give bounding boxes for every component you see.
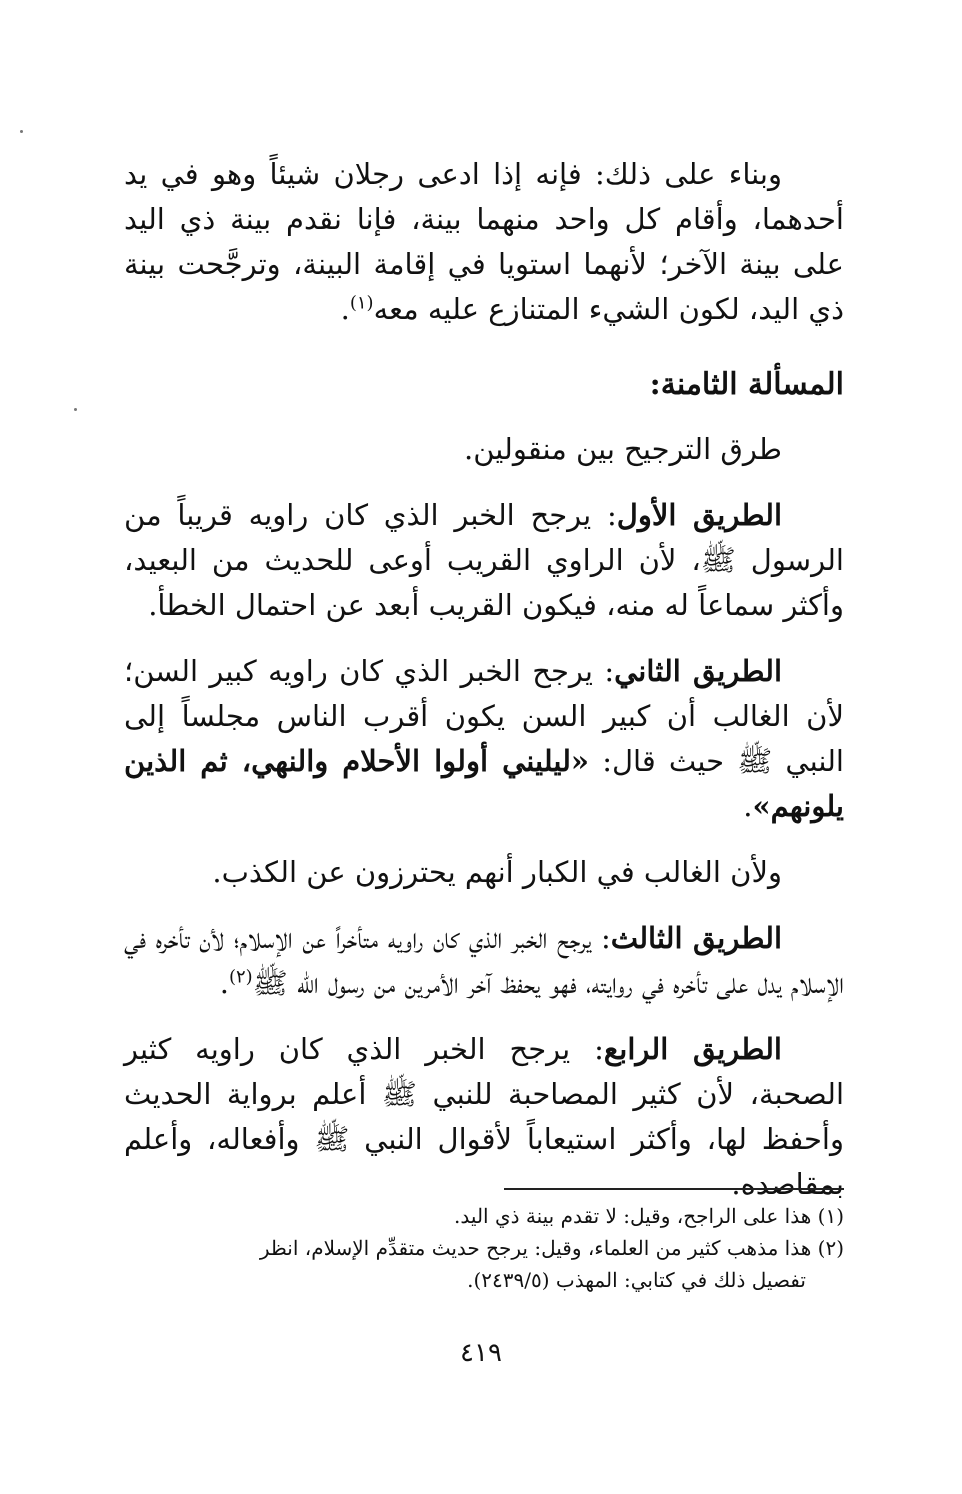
page-number: ٤١٩ (460, 1338, 502, 1368)
method-3-label: الطريق الثالث (610, 921, 783, 955)
method-1-text: : يرجح الخبر الذي كان راويه قريباً من الرسول ﷺ، لأن الراوي القريب أوعى للحديث من البعيد، وأكثر سماعاً له منه، فيكون القريب أبعد عن احتمال الخطأ. (124, 498, 844, 622)
section-heading: المسألة الثامنة: (649, 367, 844, 402)
method-2-paragraph (124, 649, 844, 829)
page-body (124, 152, 844, 1228)
method-2-label: الطريق الثاني (614, 654, 782, 688)
paragraph-intro-end: . (340, 292, 350, 326)
footnote-ref-1: (١) (349, 292, 374, 314)
footnote-ref-2: (٢) (228, 966, 253, 988)
paragraph-intro-text: وبناء على ذلك: فإنه إذا ادعى رجلان شيئاً وهو في يد أحدهما، وأقام كل واحد منهما بينة، فإنا نقدم بينة ذي اليد على بينة الآخر؛ لأنهما استويا في إقامة البينة، وترجَّحت بينة ذي اليد، لكون الشيء المتنازع عليه معه (124, 157, 844, 326)
footnote-2: (٢) هذا مذهب كثير من العلماء، وقيل: يرجح حديث متقدِّم الإسلام، انظر (259, 1236, 844, 1260)
scan-speck (20, 130, 23, 133)
method-4-label: الطريق الرابع (603, 1032, 782, 1066)
method-2-extra: ولأن الغالب في الكبار أنهم يحترزون عن الكذب. (212, 855, 782, 889)
method-4-paragraph (124, 1027, 844, 1207)
method-3-end: . (219, 966, 229, 1000)
method-1-label: الطريق الأول (616, 498, 782, 532)
method-4-text: : يرجح الخبر الذي كان راويه كثير الصحبة، لأن كثير المصاحبة للنبي ﷺ أعلم برواية الحديث وأحفظ لها، وأكثر استيعاباً لأقوال النبي ﷺ وأفعاله، وأعلم بمقاصده. (124, 1032, 844, 1201)
paragraph-intro (124, 152, 844, 332)
method-2-end: . (743, 789, 753, 823)
section-intro: طرق الترجيح بين منقولين. (464, 432, 782, 466)
footnote-divider (504, 1188, 844, 1190)
method-2-text: : يرجح الخبر الذي كان راويه كبير السن؛ لأن الغالب أن كبير السن يكون أقرب الناس مجلساً إلى النبي ﷺ حيث قال: (124, 654, 844, 778)
footnotes (124, 1200, 844, 1296)
hadith-quote: «ليليني أولوا الأحلام والنهي، ثم الذين يلونهم» (124, 744, 844, 823)
scan-speck (74, 408, 77, 411)
footnote-1: (١) هذا على الراجح، وقيل: لا تقدم بينة ذي اليد. (454, 1204, 844, 1228)
method-3-paragraph (124, 916, 844, 1006)
method-1-paragraph (124, 493, 844, 628)
footnote-2-continuation: تفصيل ذلك في كتابي: المهذب (٢٤٣٩/٥). (467, 1268, 806, 1292)
method-3-text: : يرجح الخبر الذي كان راويه متأخراً عن الإسلام؛ لأن تأخره في الإسلام يدل على تأخره في روايته، فهو يحفظ آخر الأمرين من رسول الله ﷺ (124, 921, 844, 1000)
